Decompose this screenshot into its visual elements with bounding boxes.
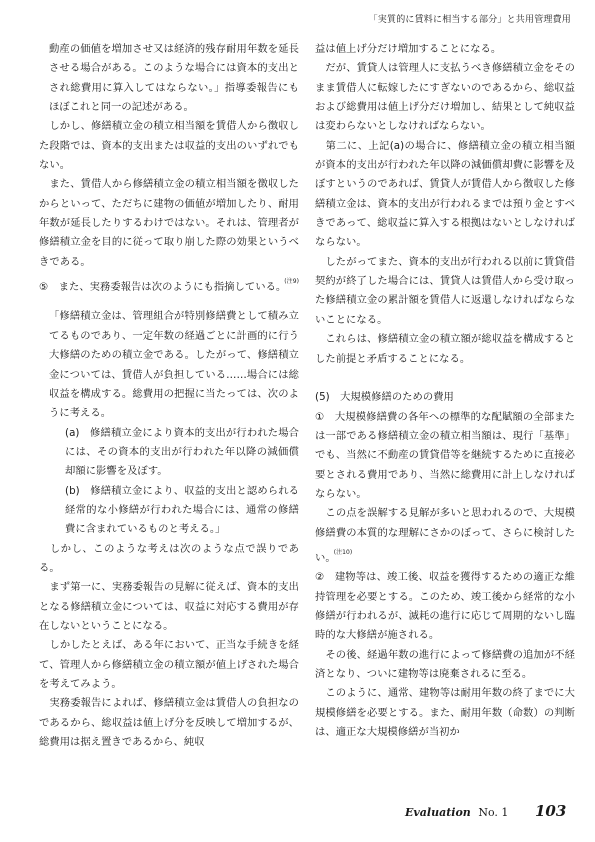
paragraph-text: また、賃借人から修繕積立金の積立相当額を徴収したからといって、ただちに建物の価値が増加したり、耐用年数が延長したりするわけではない。それは、管理者が修繕積立金を目的に従って取り崩した際の効果というべきである。 — [39, 178, 299, 268]
right-column — [315, 40, 575, 742]
paragraph-text: 益は値上げ分だけ増加することになる。 — [315, 43, 502, 55]
paragraph-text: 第二に、上記(a)の場合に、修繕積立金の積立相当額が資本的支出が行われた年以降の減価償却費に影響を及ぼすというのであれば、賃貸人が賃借人から徴収した修繕積立金は、資本的支出が行われるまでは預り金とすべきであって、総収益に算入する根拠はないとしなければならない。 — [315, 139, 575, 249]
paragraph-text: ⑤ また、実務委報告は次のようにも指摘している。 — [39, 281, 287, 294]
paragraph — [39, 540, 299, 579]
paragraph-text: まず第一に、実務委報告の見解に従えば、資本的支出となる修繕積立金については、収益に対応する費用が存在しないということになる。 — [39, 581, 299, 632]
paragraph-text: このように、通常、建物等は耐用年数の終了までに大規模修繕を必要とする。また、耐用年数（命数）の判断は、適正な大規模修繕が当初か — [315, 687, 575, 739]
paragraph-text: 「修繕積立金は、管理組合が特別修繕費として積み立てるものであり、一定年数の経過ごとに計画的に行う大修繕のための積立金である。したがって、修繕積立金については、賃借人が負担している……場合には総収益を構成する。総費用の把握に当たっては、次のように考える。 — [49, 310, 299, 420]
running-header — [369, 12, 571, 25]
paragraph — [39, 297, 299, 307]
paragraph — [315, 684, 575, 742]
paragraph — [315, 388, 575, 407]
paragraph-text: しかし、修繕積立金の積立相当額を賃借人から徴収した段階では、資本的支出または収益的支出のいずれでもない。 — [39, 120, 299, 172]
paragraph-text: しかし、このような考えは次のような点で誤りである。 — [39, 542, 299, 574]
paragraph-text: その後、経過年数の進行によって修繕費の追加が不経済となり、ついに建物等は廃棄されるに至る。 — [315, 648, 575, 680]
paragraph — [315, 504, 575, 568]
paragraph-text: しかしたとえば、ある年において、正当な手続きを経て、管理人から修繕積立金の積立額が値上げされた場合を考えてみよう。 — [39, 639, 299, 690]
paragraph — [315, 408, 575, 505]
paragraph-text: (5) 大規模修繕のための費用 — [315, 391, 454, 404]
page-footer — [405, 802, 567, 820]
paragraph — [315, 59, 575, 136]
paragraph — [315, 137, 575, 253]
paragraph — [39, 117, 299, 175]
paragraph — [39, 694, 299, 752]
magazine-name: Evaluation — [405, 806, 471, 819]
paragraph-text: ① 大規模修繕費の各年への標準的な配賦額の全部または一部である修繕積立金の積立相当額は、現行「基準」でも、当然に不動産の賃貸借等を継続するために直接必要とされる費用であり、当然に総費用に計上しなければならない。 — [315, 410, 575, 500]
paragraph-text: (a) 修繕積立金により資本的支出が行われた場合には、その資本的支出が行われた年以降の減価償却額に影響を及ぼす。 — [65, 426, 299, 478]
paragraph — [315, 646, 575, 685]
paragraph — [39, 424, 299, 482]
paragraph-text: (b) 修繕積立金により、収益的支出と認められる経常的な小修繕が行われた場合には、通常の修繕費に含まれているものと考える。」 — [65, 484, 299, 536]
paragraph — [39, 482, 299, 540]
issue-number: No. 1 — [478, 806, 509, 819]
paragraph-text: ② 建物等は、竣工後、収益を獲得するための適正な維持管理を必要とする。このため、竣工後から経常的な小修繕が行われるが、滅耗の進行に応じて周期的ないし臨時的な大修繕が施される。 — [315, 571, 575, 642]
paragraph — [39, 307, 299, 423]
paragraph — [39, 272, 299, 297]
paragraph-text: この点を誤解する見解が多いと思われるので、大規模修繕費の本質的な理解にさかのぼって、さらに検討したい。 — [315, 507, 575, 564]
footnote-marker: (注10) — [333, 548, 353, 556]
paragraph — [315, 253, 575, 330]
paragraph-text: したがってまた、資本的支出が行われる以前に賃貸借契約が終了した場合には、賃貸人は賃借人から受け取った修繕積立金の累計額を賃借人に返還しなければならないことになる。 — [315, 255, 575, 326]
paragraph — [315, 40, 575, 59]
paragraph-text: これらは、修繕積立金の積立額が総収益を構成するとした前提と矛盾することになる。 — [315, 333, 575, 365]
paragraph — [39, 175, 299, 272]
left-column — [39, 40, 299, 752]
paragraph-text: 動産の価値を増加させ又は経済的残存耐用年数を延長させる場合がある。このような場合には資本的支出とされ総費用に算入してはならない。」指導委報告にもほぼこれと同一の記述がある。 — [49, 43, 299, 114]
paragraph — [39, 578, 299, 636]
paragraph — [315, 330, 575, 369]
paragraph — [39, 636, 299, 694]
footnote-marker: (注9) — [284, 278, 299, 286]
paragraph-text: 実務委報告によれば、修繕積立金は賃借人の負担なのであるから、総収益は値上げ分を反映して増加するが、総費用は据え置きであるから、純収 — [39, 697, 299, 749]
page-number: 103 — [535, 802, 567, 820]
paragraph — [315, 369, 575, 388]
paragraph — [39, 40, 299, 117]
running-title: 「実質的に賃料に相当する部分」と共用管理費用 — [368, 15, 571, 25]
paragraph — [315, 568, 575, 645]
paragraph-text: だが、賃貸人は管理人に支払うべき修繕積立金をそのまま賃借人に転嫁したにすぎないのであるから、総収益および総費用は値上げ分だけ増加し、結果として純収益は変わらないとしなければならない。 — [315, 62, 575, 133]
